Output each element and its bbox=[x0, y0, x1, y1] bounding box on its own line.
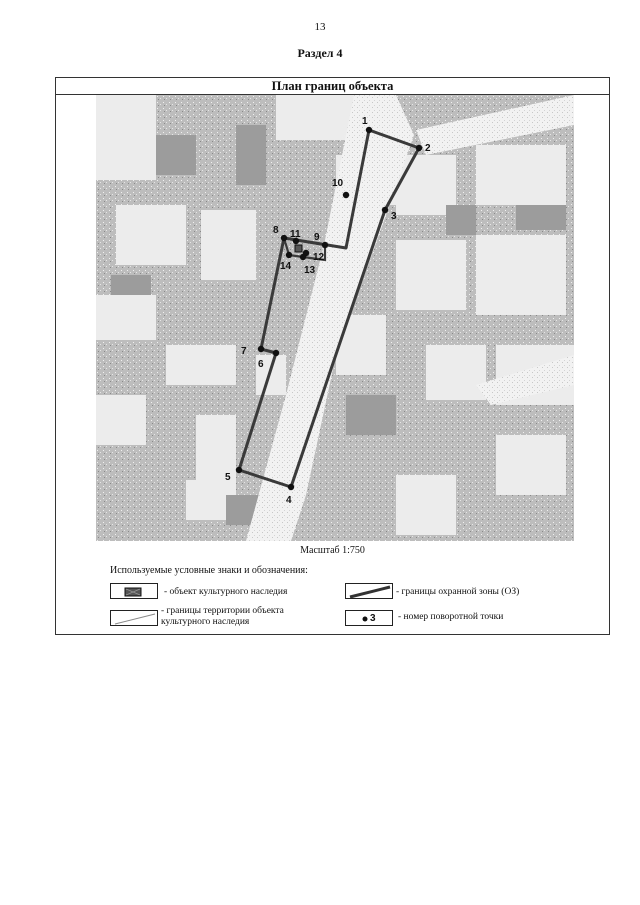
legend-turn-point-swatch bbox=[345, 610, 393, 626]
turn-point-label-13: 13 bbox=[304, 265, 316, 276]
turn-point-marker-3 bbox=[382, 207, 388, 213]
turn-point-sample-number: 3 bbox=[370, 613, 376, 624]
legend-title: Используемые условные знаки и обозначения: bbox=[110, 565, 308, 576]
heritage-object bbox=[295, 245, 302, 252]
section-title: Раздел 4 bbox=[297, 46, 343, 60]
turn-point-label-2: 2 bbox=[425, 143, 431, 154]
turn-point-label-1: 1 bbox=[362, 116, 368, 127]
legend-territory-label-1: - границы территории объекта bbox=[161, 606, 284, 616]
turn-point-marker-9 bbox=[322, 242, 328, 248]
turn-point-marker-5 bbox=[236, 467, 242, 473]
page-number: 13 bbox=[314, 21, 326, 33]
turn-point-label-7: 7 bbox=[241, 346, 247, 357]
turn-point-label-6: 6 bbox=[258, 359, 264, 370]
turn-point-label-14: 14 bbox=[280, 261, 292, 272]
turn-point-marker-10 bbox=[343, 192, 349, 198]
turn-point-marker-2 bbox=[416, 145, 422, 151]
scale-label: Масштаб 1:750 bbox=[300, 545, 365, 556]
turn-point-label-10: 10 bbox=[332, 178, 344, 189]
legend-protection-label: - границы охранной зоны (ОЗ) bbox=[396, 587, 520, 597]
turn-point-marker-14 bbox=[286, 252, 292, 258]
turn-point-marker-8 bbox=[281, 235, 287, 241]
territory-line-icon bbox=[111, 611, 159, 627]
turn-point-label-5: 5 bbox=[225, 472, 231, 483]
legend-heritage-label: - объект культурного наследия bbox=[164, 587, 288, 597]
boundary-map bbox=[96, 95, 574, 541]
legend-turn-point-label: - номер поворотной точки bbox=[398, 612, 504, 622]
legend-protection-swatch bbox=[345, 583, 393, 599]
turn-point-label-9: 9 bbox=[314, 232, 320, 243]
legend-heritage-swatch bbox=[110, 583, 158, 599]
turn-point-label-8: 8 bbox=[273, 225, 279, 236]
plan-title: План границ объекта bbox=[56, 78, 609, 95]
turn-point-marker-4 bbox=[288, 484, 294, 490]
turn-point-marker-13 bbox=[300, 254, 306, 260]
legend-territory-label-2: культурного наследия bbox=[161, 617, 250, 627]
turn-point-label-3: 3 bbox=[391, 211, 397, 222]
turn-point-label-11: 11 bbox=[290, 229, 301, 240]
heritage-swatch-icon bbox=[111, 584, 159, 600]
turn-point-marker-7 bbox=[258, 346, 264, 352]
legend-territory-swatch bbox=[110, 610, 158, 626]
protection-line-icon bbox=[346, 584, 394, 600]
turn-point-marker-1 bbox=[366, 127, 372, 133]
turn-point-label-12: 12 bbox=[313, 252, 325, 263]
turn-point-label-4: 4 bbox=[286, 495, 292, 506]
turn-point-marker-6 bbox=[273, 350, 279, 356]
